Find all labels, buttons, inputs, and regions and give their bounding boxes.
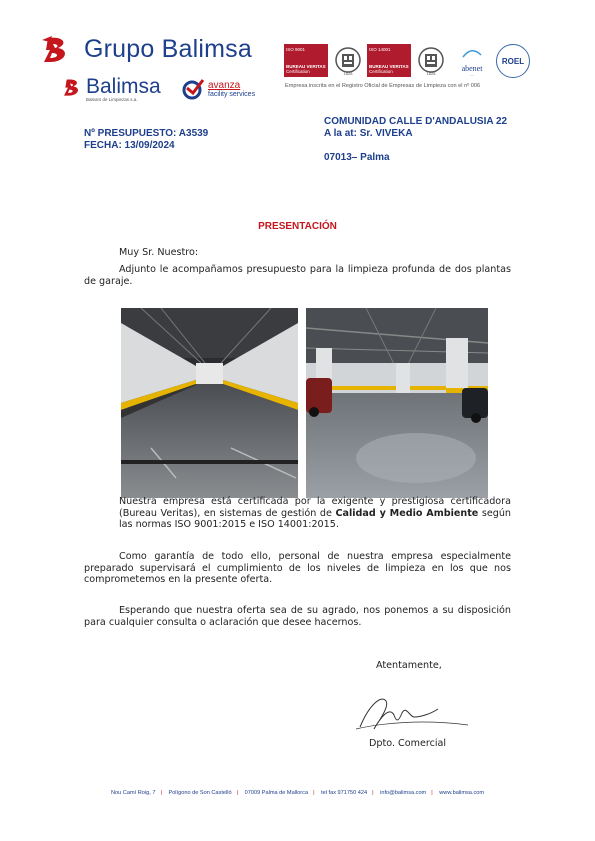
cert-standard: ISO 14001 bbox=[369, 47, 391, 52]
guarantee-paragraph bbox=[84, 551, 511, 586]
cert-certifier: BUREAU VERITAS bbox=[286, 64, 326, 69]
department: Dpto. Comercial bbox=[369, 738, 447, 749]
certification-paragraph bbox=[119, 496, 511, 531]
iso-14001-badge bbox=[367, 44, 451, 77]
closing-paragraph bbox=[84, 605, 511, 628]
recipient-city: 07013– Palma bbox=[324, 152, 390, 163]
registry-note: Empresa inscrita en el Registro Oficial de Empresas de Limpieza con el nº 006 bbox=[285, 83, 481, 89]
garage-ramp-photo bbox=[121, 308, 298, 498]
handwritten-signature bbox=[352, 693, 472, 740]
abenet-swoosh-icon bbox=[461, 49, 483, 59]
balimsa-b-logo-icon bbox=[38, 34, 74, 64]
footer-address: Nou Camí Roig, 7 bbox=[110, 790, 156, 796]
guarantee-text: Como garantía de todo ello, personal de nuestra empresa especialmente preparado supervisará el cumplimiento de los niveles de limpieza en los que nos comprometemos en la presente oferta. bbox=[84, 551, 511, 586]
footer-area: Polígono de Son Castelló bbox=[168, 790, 232, 796]
recipient-name: COMUNIDAD CALLE D'ANDALUSIA 22 bbox=[324, 116, 508, 127]
footer-phone: tel fax 971750 424 bbox=[321, 790, 368, 796]
cert-year: 1828 bbox=[343, 70, 353, 76]
balimsa-logo bbox=[60, 76, 161, 102]
cert-text-bold: Calidad y Medio Ambiente bbox=[335, 507, 479, 519]
avanza-swirl-icon bbox=[181, 78, 205, 100]
balimsa-small-b-icon bbox=[60, 76, 84, 98]
intro-paragraph bbox=[84, 264, 511, 287]
greeting: Muy Sr. Nuestro: bbox=[119, 247, 199, 258]
abenet-name: abenet bbox=[461, 64, 483, 73]
garage-parking-image bbox=[306, 308, 488, 498]
bureau-veritas-seal-icon bbox=[416, 46, 446, 76]
bureau-veritas-seal-icon bbox=[333, 46, 363, 76]
quote-number: Nº PRESUPUESTO: A3539 bbox=[84, 128, 209, 139]
quote-date: FECHA: 13/09/2024 bbox=[84, 140, 175, 151]
quote-info bbox=[84, 128, 208, 152]
footer: Nou Camí Roig, 7 | Polígono de Son Castelló | 07009 Palma de Mallorca | tel fax 971750 424 | info@balimsa.com | www.balimsa.com bbox=[110, 790, 485, 796]
cert-text-before: Nuestra empresa está certificada por la exigente y prestigiosa certificadora (Bureau Veritas), en sistemas de gestión de bbox=[119, 496, 511, 519]
footer-email: info@balimsa.com bbox=[380, 790, 427, 796]
cert-label: Certification bbox=[286, 69, 310, 74]
signature-icon bbox=[352, 693, 472, 735]
brand-subtitle: Balears de Limpiezas s.a. bbox=[86, 97, 138, 102]
avanza-name: avanza bbox=[208, 79, 241, 91]
cert-year: 1828 bbox=[426, 70, 436, 76]
avanza-subtitle: facility services bbox=[208, 90, 256, 98]
grupo-balimsa-logo bbox=[38, 34, 252, 64]
cert-text-after: según las normas ISO 9001:2015 e ISO 14001:2015. bbox=[119, 507, 511, 531]
brand-name: Balimsa bbox=[86, 75, 161, 98]
roel-logo bbox=[496, 44, 530, 78]
avanza-logo bbox=[181, 78, 255, 100]
garage-parking-photo bbox=[306, 308, 488, 498]
abenet-logo: abenet — bbox=[456, 46, 488, 77]
group-name: Grupo Balimsa bbox=[84, 34, 252, 63]
footer-website: www.balimsa.com bbox=[439, 790, 485, 796]
roel-name: ROEL bbox=[501, 56, 525, 66]
recipient-attention: A la at: Sr. VIVEKA bbox=[324, 128, 413, 139]
closing-text: Esperando que nuestra oferta sea de su agrado, nos ponemos a su disposición para cualquier consulta o aclaración que desee hacernos. bbox=[84, 605, 511, 628]
section-title: PRESENTACIÓN bbox=[258, 221, 337, 232]
cert-standard: ISO 9001 bbox=[286, 47, 306, 52]
iso-9001-badge bbox=[284, 44, 368, 77]
cert-certifier: BUREAU VERITAS bbox=[369, 64, 409, 69]
footer-city: 07009 Palma de Mallorca bbox=[244, 790, 309, 796]
regards: Atentamente, bbox=[376, 660, 442, 671]
cert-label: Certification bbox=[369, 69, 393, 74]
intro-text: Adjunto le acompañamos presupuesto para la limpieza profunda de dos plantas de garaje. bbox=[84, 264, 511, 287]
recipient-block bbox=[324, 116, 507, 164]
garage-ramp-image bbox=[121, 308, 298, 498]
